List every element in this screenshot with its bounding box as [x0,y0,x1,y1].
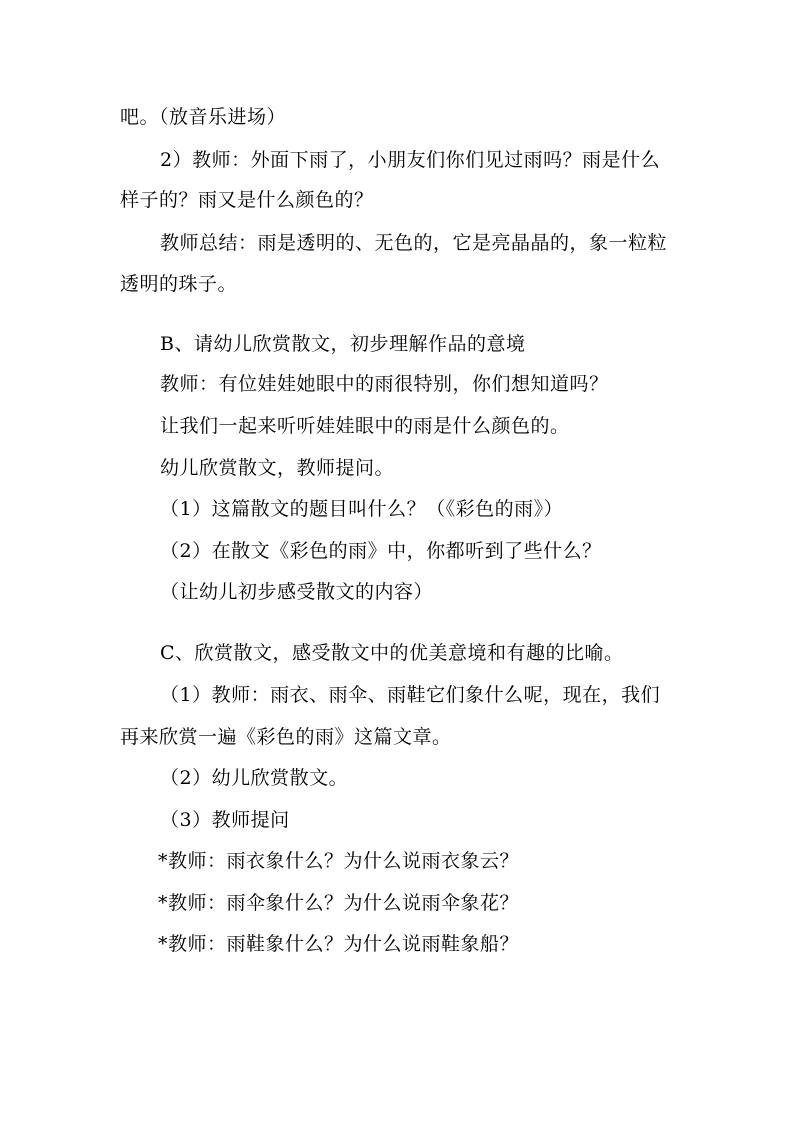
question-item: *教师：雨伞象什么？为什么说雨伞象花？ [158,892,520,914]
section-heading: C、欣赏散文，感受散文中的优美意境和有趣的比喻。 [160,642,624,664]
list-item: （2）幼儿欣赏散文。 [160,767,349,789]
list-item: （2）在散文《彩色的雨》中，你都听到了些什么？ [160,540,602,562]
list-item: （1）教师：雨衣、雨伞、雨鞋它们象什么呢，现在，我们 [160,684,661,706]
text-line: 2）教师：外面下雨了，小朋友们你们见过雨吗？雨是什么 [160,149,661,171]
question-item: *教师：雨衣象什么？为什么说雨衣象云？ [158,850,520,872]
text-line: 吧。（放音乐进场） [120,106,287,128]
text-line: 再来欣赏一遍《彩色的雨》这篇文章。 [120,726,452,748]
text-line: 幼儿欣赏散文，教师提问。 [160,457,395,479]
text-line: 教师：有位娃娃她眼中的雨很特别，你们想知道吗？ [160,373,609,395]
question-item: *教师：雨鞋象什么？为什么说雨鞋象船？ [158,933,520,955]
list-item: （3）教师提问 [160,809,290,831]
text-line: 教师总结：雨是透明的、无色的，它是亮晶晶的，象一粒粒 [160,232,668,254]
text-line: 样子的？雨又是什么颜色的？ [120,189,374,211]
list-item: （1）这篇散文的题目叫什么？（《彩色的雨》） [160,498,564,520]
text-line: 让我们一起来听听娃娃眼中的雨是什么颜色的。 [160,415,570,437]
text-line: 透明的珠子。 [120,273,238,295]
section-heading: B、请幼儿欣赏散文，初步理解作品的意境 [160,333,526,355]
text-line: （让幼儿初步感受散文的内容） [160,581,434,603]
